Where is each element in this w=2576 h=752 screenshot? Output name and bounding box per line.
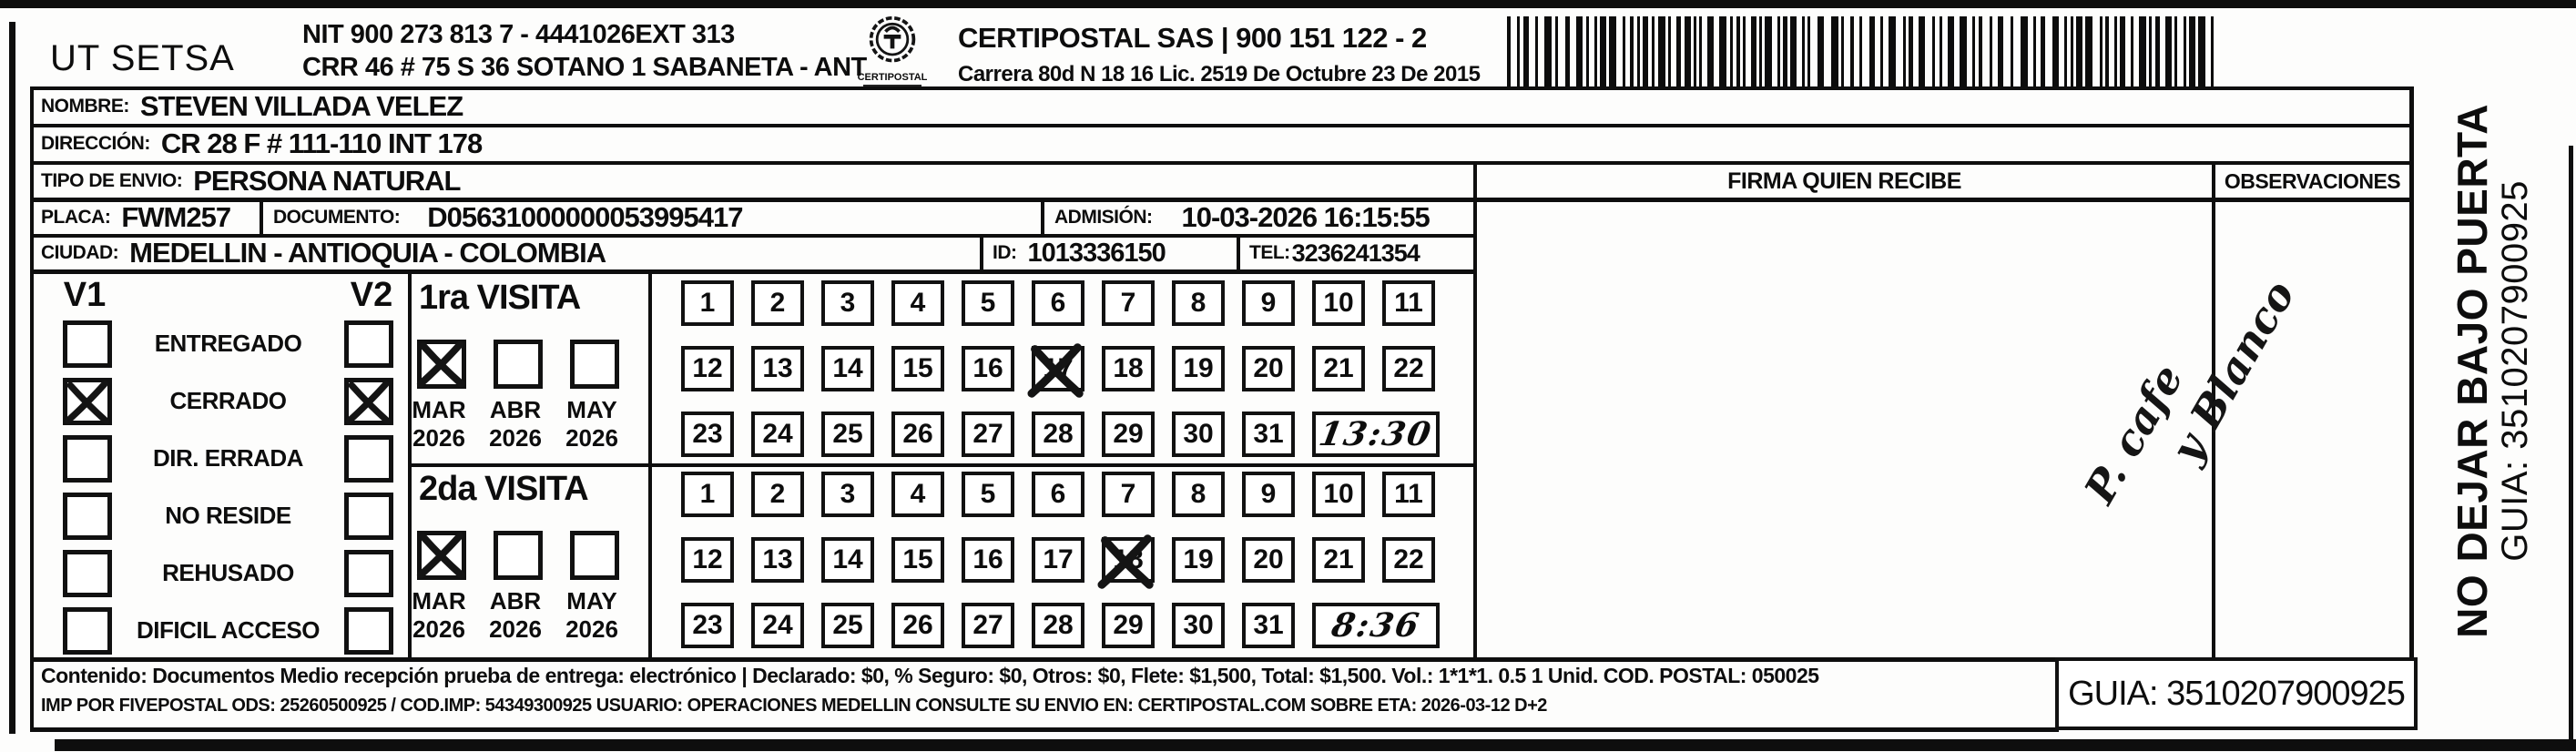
divider	[980, 234, 983, 273]
day-cell-v2-29[interactable]: 29	[1102, 603, 1155, 648]
checkbox-v1-dir-errada[interactable]	[63, 435, 112, 483]
checkbox-month-may-v1[interactable]	[570, 340, 619, 389]
certipostal-name-nit: CERTIPOSTAL SAS | 900 151 122 - 2	[958, 22, 1427, 54]
firma-area[interactable]	[1477, 202, 2212, 657]
day-cell-v1-5[interactable]: 5	[962, 280, 1014, 326]
day-cell-v2-20[interactable]: 20	[1242, 537, 1295, 583]
divider	[648, 269, 652, 661]
divider	[1237, 234, 1240, 273]
status-header	[63, 275, 393, 315]
day-cell-v2-12[interactable]: 12	[681, 537, 734, 583]
id-value: 1013336150	[1027, 238, 1166, 268]
month-mar-2026-v2	[412, 531, 466, 644]
day-cell-v2-24[interactable]: 24	[751, 603, 804, 648]
day-cell-v2-19[interactable]: 19	[1172, 537, 1225, 583]
month-year: 2026	[489, 615, 542, 643]
day-cell-v1-27[interactable]: 27	[962, 412, 1014, 457]
status-label: ENTREGADO	[154, 330, 302, 357]
checkbox-month-may-v2[interactable]	[570, 531, 619, 580]
id-label: ID:	[993, 242, 1017, 263]
day-cell-v1-1[interactable]: 1	[681, 280, 734, 326]
checkbox-v1-rehusado[interactable]	[63, 550, 112, 597]
placa-value: FWM257	[121, 201, 231, 233]
v1-header: V1	[63, 275, 107, 314]
checkbox-v2-rehusado[interactable]	[344, 550, 393, 597]
checkbox-v1-entregado[interactable]	[63, 320, 112, 368]
nombre-value: STEVEN VILLADA VELEZ	[139, 90, 463, 122]
day-cell-v1-2[interactable]: 2	[751, 280, 804, 326]
month-label: MAY	[566, 587, 617, 615]
day-cell-v2-28[interactable]: 28	[1032, 603, 1084, 648]
time-box-v1[interactable]	[1312, 412, 1440, 457]
day-row	[681, 280, 1440, 326]
checkbox-v2-cerrado[interactable]	[344, 378, 393, 425]
status-label: CERRADO	[169, 387, 287, 414]
month-year: 2026	[565, 615, 618, 643]
ciudad-cell	[41, 237, 606, 269]
divider	[30, 727, 2059, 732]
status-row-rehusado	[63, 544, 393, 602]
handwritten-note-line2: y Blanco	[2161, 271, 2305, 472]
side-guia-number: GUIA: 3510207900925	[2494, 180, 2535, 562]
day-cell-v1-24[interactable]: 24	[751, 412, 804, 457]
checkbox-month-mar-v2[interactable]	[417, 531, 466, 580]
divider	[1041, 198, 1044, 238]
day-cell-v2-11[interactable]: 11	[1382, 472, 1435, 517]
handwritten-time-v2: 8:36	[1329, 606, 1423, 645]
tel-label: TEL:	[1249, 242, 1290, 263]
day-cell-v2-21[interactable]: 21	[1312, 537, 1365, 583]
tipo-envio-label: TIPO DE ENVIO:	[41, 170, 183, 191]
direccion-value: CR 28 F # 111-110 INT 178	[160, 127, 483, 159]
firma-header: FIRMA QUIEN RECIBE	[1727, 168, 1961, 194]
day-cell-v1-31[interactable]: 31	[1242, 412, 1295, 457]
v2-header: V2	[350, 275, 393, 314]
tel-cell	[1249, 237, 1420, 269]
status-row-dificil-acceso	[63, 602, 393, 659]
sender-address-line: CRR 46 # 75 S 36 SOTANO 1 SABANETA - ANT	[302, 53, 867, 82]
documento-label: DOCUMENTO:	[273, 207, 401, 228]
month-label: ABR	[489, 396, 542, 423]
day-cell-v1-30[interactable]: 30	[1172, 412, 1225, 457]
checkbox-month-abr-v2[interactable]	[494, 531, 543, 580]
day-cell-v2-8[interactable]: 8	[1172, 472, 1225, 517]
day-cell-v2-3[interactable]: 3	[821, 472, 874, 517]
checkbox-v1-cerrado[interactable]	[63, 378, 112, 425]
day-cell-v1-16[interactable]: 16	[962, 346, 1014, 391]
documento-value: D05631000000053995417	[427, 201, 743, 233]
day-cell-v1-25[interactable]: 25	[821, 412, 874, 457]
day-cell-v1-29[interactable]: 29	[1102, 412, 1155, 457]
checkbox-v2-no-reside[interactable]	[344, 493, 393, 540]
day-cell-v1-8[interactable]: 8	[1172, 280, 1225, 326]
guia-number-box: GUIA: 3510207900925	[2055, 657, 2418, 730]
certipostal-logo-icon	[865, 15, 920, 67]
handwritten-note-line1: P. cafe	[2074, 356, 2194, 512]
day-cell-v1-18[interactable]: 18	[1102, 346, 1155, 391]
nombre-label: NOMBRE:	[41, 96, 129, 117]
checkbox-v1-no-reside[interactable]	[63, 493, 112, 540]
visit1-title: 1ra VISITA	[419, 279, 581, 317]
day-cell-v2-27[interactable]: 27	[962, 603, 1014, 648]
month-label: ABR	[489, 587, 542, 615]
status-label: REHUSADO	[162, 559, 294, 586]
documento-cell	[273, 201, 742, 234]
month-year: 2026	[412, 424, 465, 452]
month-may-2026-v1	[565, 340, 618, 452]
ciudad-value: MEDELLIN - ANTIOQUIA - COLOMBIA	[129, 237, 606, 269]
checkbox-v2-dir-errada[interactable]	[344, 435, 393, 483]
status-options	[63, 315, 393, 659]
day-cell-v1-9[interactable]: 9	[1242, 280, 1295, 326]
checkbox-v1-dificil-acceso[interactable]	[63, 607, 112, 655]
status-row-cerrado	[63, 372, 393, 430]
sender-nit-address	[302, 18, 867, 84]
direccion-row	[41, 127, 482, 160]
month-year: 2026	[489, 424, 542, 452]
day-cell-v2-5[interactable]: 5	[962, 472, 1014, 517]
day-cell-v2-7[interactable]: 7	[1102, 472, 1155, 517]
status-label: DIFICIL ACCESO	[136, 616, 320, 644]
placa-label: PLACA:	[41, 207, 111, 228]
shipment-barcode	[1507, 16, 2228, 86]
day-cell-v1-7[interactable]: 7	[1102, 280, 1155, 326]
visit1-months	[413, 279, 647, 452]
time-box-v2[interactable]	[1312, 603, 1440, 648]
month-abr-2026-v2	[489, 531, 542, 644]
certipostal-logo	[854, 15, 931, 87]
day-cell-v1-10[interactable]: 10	[1312, 280, 1365, 326]
logo-text: CERTIPOSTAL	[857, 72, 928, 83]
day-row	[681, 472, 1440, 517]
visit2-month-row	[412, 531, 647, 644]
day-cell-v2-18[interactable]: 18	[1102, 537, 1155, 583]
day-cell-v1-3[interactable]: 3	[821, 280, 874, 326]
day-cell-v2-4[interactable]: 4	[891, 472, 944, 517]
side-note	[2415, 86, 2570, 655]
status-label: NO RESIDE	[165, 502, 291, 529]
day-cell-v2-6[interactable]: 6	[1032, 472, 1084, 517]
sender-nit-line: NIT 900 273 813 7 - 4441026EXT 313	[302, 20, 735, 49]
scan-top-edge	[0, 0, 2576, 8]
footer-content-line: Contenido: Documentos Medio recepción prueba de entrega: electrónico | Declarado: $0, % Seguro: $0, Otros: $0, Flete: $1,500, Total: $1,500. Vol.: 1*1*1. 0.5 1 Unid. COD. POSTAL: 050025	[41, 664, 1819, 687]
status-row-entregado	[63, 315, 393, 372]
status-row-no-reside	[63, 487, 393, 544]
day-cell-v1-20[interactable]: 20	[1242, 346, 1295, 391]
observaciones-header: OBSERVACIONES	[2224, 168, 2401, 193]
tel-value: 3236241354	[1291, 239, 1420, 267]
day-cell-v1-22[interactable]: 22	[1382, 346, 1435, 391]
day-cell-v2-23[interactable]: 23	[681, 603, 734, 648]
day-row	[681, 346, 1440, 391]
day-cell-v2-22[interactable]: 22	[1382, 537, 1435, 583]
day-cell-v1-23[interactable]: 23	[681, 412, 734, 457]
certipostal-address-lic: Carrera 80d N 18 16 Lic. 2519 De Octubre 23 De 2015	[958, 62, 1481, 86]
admision-label: ADMISIÓN:	[1054, 207, 1153, 228]
checkbox-month-mar-v1[interactable]	[417, 340, 466, 389]
day-cell-v1-11[interactable]: 11	[1382, 280, 1435, 326]
visit2-day-grid	[681, 472, 1440, 668]
direccion-label: DIRECCIÓN:	[41, 133, 150, 154]
ciudad-label: CIUDAD:	[41, 242, 119, 263]
month-label: MAR	[412, 587, 466, 615]
day-cell-v1-21[interactable]: 21	[1312, 346, 1365, 391]
visit1-day-grid	[681, 280, 1440, 477]
day-cell-v1-26[interactable]: 26	[891, 412, 944, 457]
day-cell-v2-26[interactable]: 26	[891, 603, 944, 648]
day-cell-v1-14[interactable]: 14	[821, 346, 874, 391]
id-cell	[993, 237, 1166, 269]
admision-cell	[1054, 201, 1430, 234]
tipo-envio-value: PERSONA NATURAL	[193, 165, 461, 197]
month-year: 2026	[412, 615, 465, 643]
status-label: DIR. ERRADA	[153, 444, 303, 472]
checkbox-month-abr-v1[interactable]	[494, 340, 543, 389]
visit2-title: 2da VISITA	[419, 470, 588, 508]
scan-bottom-edge	[55, 739, 2576, 751]
day-cell-v1-4[interactable]: 4	[891, 280, 944, 326]
month-year: 2026	[565, 424, 618, 452]
day-cell-v1-19[interactable]: 19	[1172, 346, 1225, 391]
checkbox-v2-entregado[interactable]	[344, 320, 393, 368]
day-cell-v2-1[interactable]: 1	[681, 472, 734, 517]
day-cell-v1-13[interactable]: 13	[751, 346, 804, 391]
day-cell-v2-15[interactable]: 15	[891, 537, 944, 583]
day-cell-v2-10[interactable]: 10	[1312, 472, 1365, 517]
day-cell-v2-25[interactable]: 25	[821, 603, 874, 648]
day-cell-v2-9[interactable]: 9	[1242, 472, 1295, 517]
day-row	[681, 412, 1440, 457]
day-cell-v1-12[interactable]: 12	[681, 346, 734, 391]
day-cell-v2-14[interactable]: 14	[821, 537, 874, 583]
day-cell-v1-15[interactable]: 15	[891, 346, 944, 391]
day-cell-v1-28[interactable]: 28	[1032, 412, 1084, 457]
day-cell-v1-6[interactable]: 6	[1032, 280, 1084, 326]
handwritten-time-v1: 13:30	[1316, 415, 1436, 453]
month-mar-2026-v1	[412, 340, 466, 452]
status-section	[34, 273, 408, 655]
admision-value: 10-03-2026 16:15:55	[1181, 201, 1430, 233]
day-cell-v2-17[interactable]: 17	[1032, 537, 1084, 583]
divider	[260, 198, 263, 238]
day-cell-v2-13[interactable]: 13	[751, 537, 804, 583]
day-cell-v2-31[interactable]: 31	[1242, 603, 1295, 648]
month-abr-2026-v1	[489, 340, 542, 452]
footer-imp-line: IMP POR FIVEPOSTAL ODS: 25260500925 / COD.IMP: 54349300925 USUARIO: OPERACIONES MEDELLIN CONSULTE SU ENVIO EN: CERTIPOSTAL.COM SOBRE ETA: 2026-03-12 D+2	[41, 696, 1547, 716]
placa-cell	[41, 201, 230, 234]
nombre-row	[41, 90, 463, 123]
day-cell-v1-17[interactable]: 17	[1032, 346, 1084, 391]
day-row	[681, 537, 1440, 583]
day-cell-v2-16[interactable]: 16	[962, 537, 1014, 583]
visit2-months	[413, 470, 647, 644]
tipo-envio-row	[41, 165, 460, 198]
month-may-2026-v2	[565, 531, 618, 644]
month-label: MAY	[566, 396, 617, 423]
company-name: UT SETSA	[50, 38, 235, 78]
scan-left-edge	[9, 22, 15, 734]
day-cell-v2-30[interactable]: 30	[1172, 603, 1225, 648]
visit1-month-row	[412, 340, 647, 452]
checkbox-v2-dificil-acceso[interactable]	[344, 607, 393, 655]
month-label: MAR	[412, 396, 466, 423]
status-row-dir-errada	[63, 430, 393, 487]
certipostal-info	[958, 22, 1481, 87]
day-cell-v2-2[interactable]: 2	[751, 472, 804, 517]
no-dejar-bajo-puerta-text: NO DEJAR BAJO PUERTA	[2448, 104, 2496, 638]
day-row	[681, 603, 1440, 648]
